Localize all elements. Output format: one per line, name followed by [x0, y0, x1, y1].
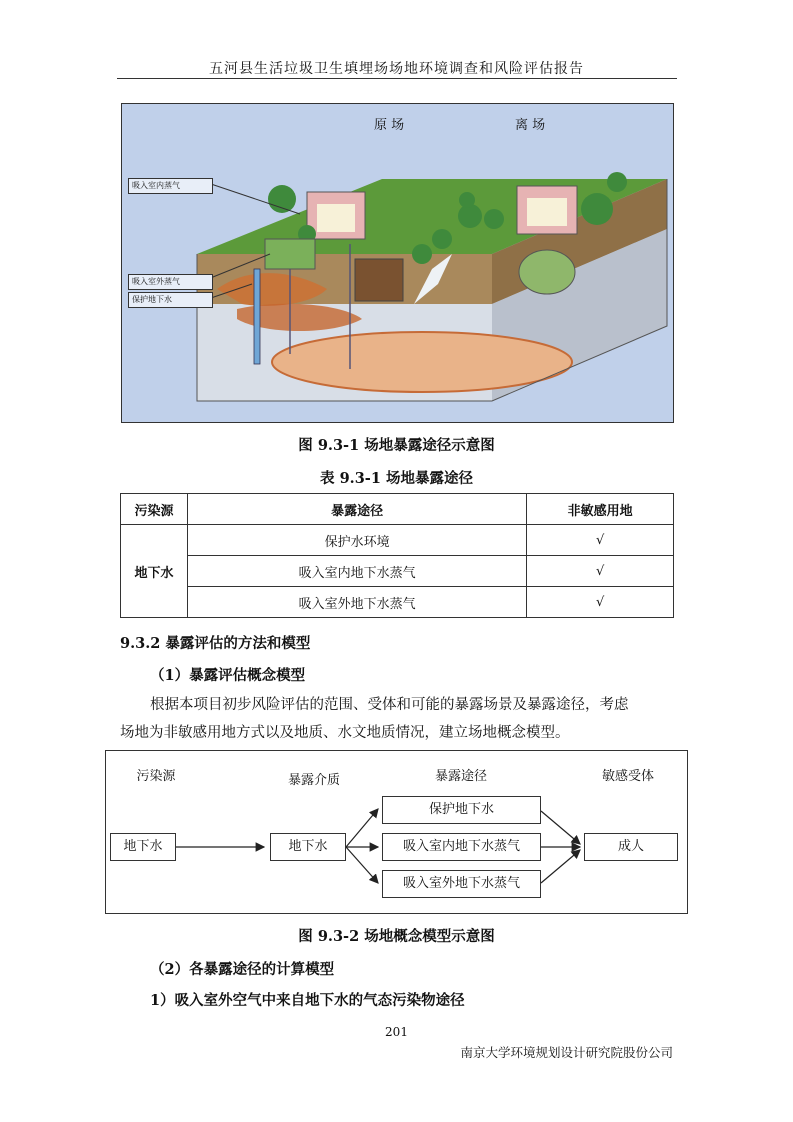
pathway-cell: 吸入室内地下水蒸气: [187, 556, 526, 587]
receptor-node: 成人: [584, 833, 678, 861]
callout-indoor-vapor: 吸入室内蒸气: [128, 178, 213, 194]
subsection-heading-1: （1）暴露评估概念模型: [150, 667, 306, 684]
house-onsite-window: [317, 204, 355, 232]
page-number: 201: [385, 1025, 408, 1039]
table-row: [121, 556, 674, 587]
column-pathway: 暴露途径: [434, 769, 487, 784]
footer-organization: 南京大学环境规划设计研究院股份公司: [460, 1045, 673, 1060]
groundwater-plume: [272, 332, 572, 392]
play-area: [519, 250, 575, 294]
paragraph-line-1: 根据本项目初步风险评估的范围、受体和可能的暴露场景及暴露途径，考虑: [150, 697, 629, 713]
pathway-node: 保护地下水: [382, 796, 541, 824]
exposure-pathway-illustration: [121, 103, 674, 423]
source-node: 地下水: [110, 833, 176, 861]
pathway-cell: 吸入室外地下水蒸气: [187, 587, 526, 618]
source-cell: 地下水: [121, 525, 188, 618]
figure2-caption: 图 9.3-2 场地概念模型示意图: [298, 928, 495, 945]
paragraph-line-2: 场地为非敏感用地方式以及地质、水文地质情况，建立场地概念模型。: [120, 725, 570, 741]
callout-protect-groundwater: 保护地下水: [128, 292, 213, 308]
figure1-caption: 图 9.3-1 场地暴露途径示意图: [298, 437, 495, 454]
garden-plot: [355, 259, 403, 301]
header-cell: 暴露途径: [187, 494, 526, 525]
label-onsite: 原 场: [374, 118, 405, 133]
table-row: [121, 587, 674, 618]
table-header-row: [121, 494, 674, 525]
pathway-node: 吸入室外地下水蒸气: [382, 870, 541, 898]
callout-outdoor-vapor: 吸入室外蒸气: [128, 274, 213, 290]
mark-cell: √: [527, 525, 674, 556]
mark-cell: √: [527, 556, 674, 587]
onsite-yard: [265, 239, 315, 269]
mark-cell: √: [527, 587, 674, 618]
table1-caption: 表 9.3-1 场地暴露途径: [320, 470, 473, 487]
medium-node: 地下水: [270, 833, 346, 861]
pathway-cell: 保护水环境: [187, 525, 526, 556]
column-source: 污染源: [136, 769, 176, 784]
column-medium: 暴露介质: [287, 773, 340, 788]
header-cell: 污染源: [121, 494, 188, 525]
monitoring-well-1: [254, 269, 260, 364]
column-receptor: 敏感受体: [601, 769, 654, 784]
house-offsite-window: [527, 198, 567, 226]
label-offsite: 离 场: [515, 118, 546, 133]
table-row: [121, 525, 674, 556]
pathway-node: 吸入室内地下水蒸气: [382, 833, 541, 861]
header-cell: 非敏感用地: [527, 494, 674, 525]
page-header: 五河县生活垃圾卫生填埋场场地环境调查和风险评估报告: [209, 61, 584, 77]
subsection-heading-3: 1）吸入室外空气中来自地下水的气态污染物途径: [150, 992, 465, 1009]
exposure-pathway-table: [120, 493, 674, 618]
header-rule: [117, 78, 677, 79]
subsection-heading-2: （2）各暴露途径的计算模型: [150, 961, 335, 978]
illustration-canvas: [122, 104, 674, 423]
conceptual-model-diagram: [105, 750, 688, 914]
section-heading: 9.3.2 暴露评估的方法和模型: [120, 635, 311, 652]
